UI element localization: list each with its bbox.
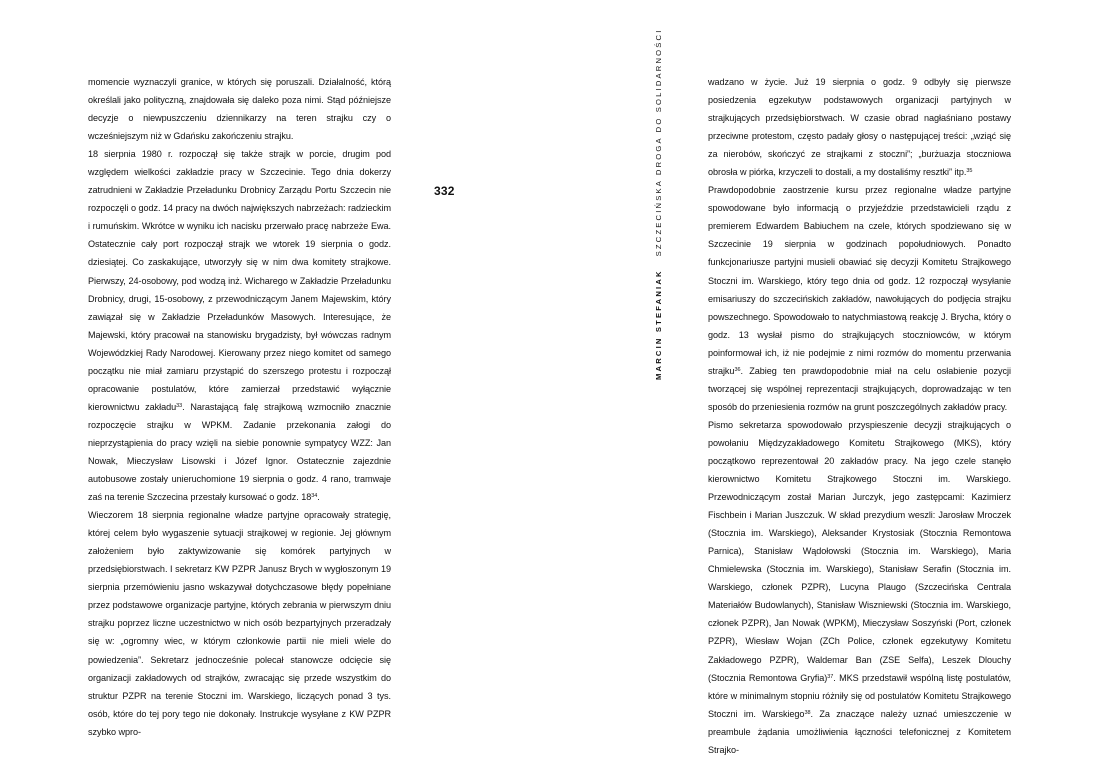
paragraph: momencie wyznaczyli granice, w których się poruszali. Działalność, którą określali jako polityczną, znajdowała się daleko poza nimi. Stąd późniejsze decyzje o niewpuszczeniu dziennikarzy na teren strajku czy o wcześniejszym niż w Gdańsku zakończeniu strajku. xyxy=(88,77,391,142)
footnote-ref: 36 xyxy=(734,366,741,373)
paragraph-text: . Zabieg ten prawdopodobnie miał na celu osłabienie pozycji tworzącej się wspólnej reprezentacji strajkujących, doprowadzając w ten sposób do przeniesienia rozmów na grunt poszczególnych zakładów pracy. xyxy=(708,365,1011,412)
page-number: 332 xyxy=(434,184,455,198)
footnote-ref: 34 xyxy=(311,493,318,500)
running-head-author: MARCIN STEFANIAK xyxy=(654,269,663,380)
right-text-column xyxy=(708,73,1011,759)
paragraph-text: . Narastającą falę strajkową wzmocniło znacznie rozpoczęcie strajku w WPKM. Zadanie przekonania załogi do nieprzystąpienia do pracy wzięli na siebie ponownie sympatycy WZZ: Jan Nowak, Mieczysław Lisowski i Józef Ignor. Ostatecznie zajezdnie autobusowe zostały unieruchomione 19 sierpnia o godz. 4 rano, tramwaje zaś na terenie Szczecina przestały kursować o godz. 18 xyxy=(88,401,391,503)
running-head-text xyxy=(654,28,663,380)
running-head xyxy=(654,28,664,380)
footnote-ref: 37 xyxy=(827,673,834,680)
paragraph-text: . xyxy=(317,492,320,503)
footnote-ref: 35 xyxy=(966,168,973,175)
paragraph-text: Pismo sekretarza spowodowało przyspieszenie decyzji strajkujących o powołaniu Międzyzakładowego Komitetu Strajkowego (MKS), który początkowo reprezentował 20 zakładów pracy. Na jego czele stanęło kierownictwo Komitetu Strajkowego Stoczni im. Warskiego. Przewodniczącym został Marian Jurczyk, jego zastępcami: Kazimierz Fischbein i Marian Juszczuk. W skład prezydium weszli: Jarosław Mroczek (Stocznia im. Warskiego), Aleksander Krystosiak (Stocznia Remontowa Parnica), Stanisław Wądołowski (Stocznia im. Warskiego), Maria Chmielewska (Stocznia im. Warskiego), Stanisław Serafin (Stocznia im. Warskiego, członek PZPR), Lucyna Plaugo (Szczecińska Centrala Materiałów Budowlanych), Stanisław Wiszniewski (Stocznia im. Warskiego, członek PZPR), Jan Nowak (WPKM), Mieczysław Soszyński (Port, członek PZPR), Wiesław Wojan (ZCh Police, członek egzekutywy Komitetu Zakładowego PZPR), Waldemar Ban (ZSE Selfa), Leszek Dlouchy (Stocznia Remontowa Gryfia) xyxy=(708,419,1011,683)
paragraph-text: . Za znaczące należy uznać umieszczenie w preambule żądania umożliwienia łączności telefonicznej z Komitetem Strajko- xyxy=(708,708,1011,755)
paragraph xyxy=(88,145,391,506)
paragraph-text: . MKS przedstawił wspólną listę postulatów, które w minimalnym stopniu różniły się od postulatów Komitetu Strajkowego Stoczni im. Warskiego xyxy=(708,672,1011,719)
paragraph-text: Prawdopodobnie zaostrzenie kursu przez regionalne władze partyjne spowodowane było informacją o przyjeździe przedstawicieli rządu z premierem Edwardem Babiuchem na czele, których spodziewano się w Szczecinie 19 sierpnia w godzinach popołudniowych. Ponadto funkcjonariusze partyjni musieli obawiać się decyzji Komitetu Strajkowego Stoczni im. Warskiego, który tego dnia od godz. 12 rozpoczął wysyłanie emisariuszy do szczecińskich zakładów, nawołujących do podjęcia strajku powszechnego. Spowodowało to natychmiastową reakcję J. Brycha, który o godz. 13 wysłał pismo do strajkujących stoczniowców, w którym poinformował ich, iż nie podejmie z nimi rozmów do momentu przerwania strajku xyxy=(708,185,1011,376)
running-head-title: SZCZECIŃSKA DROGA DO SOLIDARNOŚCI xyxy=(654,28,663,257)
paragraph xyxy=(708,416,1011,759)
paragraph: Wieczorem 18 sierpnia regionalne władze partyjne opracowały strategię, której celem było wygaszenie sytuacji strajkowej w regionie. Jej głównym założeniem było zaktywizowanie się komórek partyjnych w przedsiębiorstwach. I sekretarz KW PZPR Janusz Brych w wygłoszonym 19 sierpnia przemówieniu jasno wskazywał dotychczasowe błędy popełniane przez podstawowe organizacje partyjne, których zebrania w pierwszym dniu strajku poprzez liczne uczestnictwo w nich osób bezpartyjnych przeradzały się w: „ogromny wiec, w którym członkowie partii nie mieli wiele do powiedzenia”. Sekretarz jednocześnie polecał stanowcze odcięcie się organizacji zakładowych od strajków, zwracając się przede wszystkim do struktur PZPR na terenie Stoczni im. Warskiego, liczących ponad 3 tys. osób, które do tej pory tego nie dokonały. Instrukcje wysyłane z KW PZPR szybko wpro- xyxy=(88,510,391,737)
paragraph xyxy=(708,181,1011,416)
footnote-ref: 38 xyxy=(804,709,811,716)
footnote-ref: 33 xyxy=(176,402,183,409)
paragraph-text: wadzano w życie. Już 19 sierpnia o godz. 9 odbyły się pierwsze posiedzenia egzekutyw podstawowych organizacji partyjnych w strajkujących przedsiębiorstwach. W czasie obrad nagłaśniano postawy przeciwne protestom, często padały głosy o następującej treści: „wziąć się za nierobów, skończyć ze strajkami z stoczni”; „burżuazja stoczniowa obrosła w piórka, krzyczeli to dostali, a my dostaliśmy resztki” itp. xyxy=(708,77,1011,178)
left-text-column xyxy=(88,73,391,741)
paragraph-text: 18 sierpnia 1980 r. rozpoczął się także strajk w porcie, drugim pod względem wielkości zakładzie pracy w Szczecinie. Tego dnia dokerzy zatrudnieni w Zakładzie Przeładunku Drobnicy Zarządu Portu Szczecin nie rozpoczęli o godz. 14 pracy na dwóch największych nabrzeżach: radzieckim i rumuńskim. Wkrótce w wyniku ich nacisku przerwało pracę nabrzeże Ewa. Ostatecznie cały port rozpoczął strajk we wtorek 19 sierpnia o godz. dziesiątej. Co zaskakujące, utworzyły się w nim dwa komitety strajkowe. Pierwszy, 24-osobowy, pod wodzą inż. Wicharego w Zakładzie Przeładunku Drobnicy, drugi, 15-osobowy, z przewodniczącym Janem Majewskim, który zawiązał się w Zakładzie Przeładunków Masowych. Interesujące, że Majewski, który pracował na stanowisku brygadzisty, był wówczas radnym Wojewódzkiej Rady Narodowej. Kierowany przez niego komitet od samego początku nie miał zamiaru przystąpić do szerszego protestu i rozpoczął opracowanie postulatów, które zamierzał przedstawić wyłącznie kierownictwu zakładu xyxy=(88,149,391,412)
paragraph xyxy=(708,73,1011,181)
